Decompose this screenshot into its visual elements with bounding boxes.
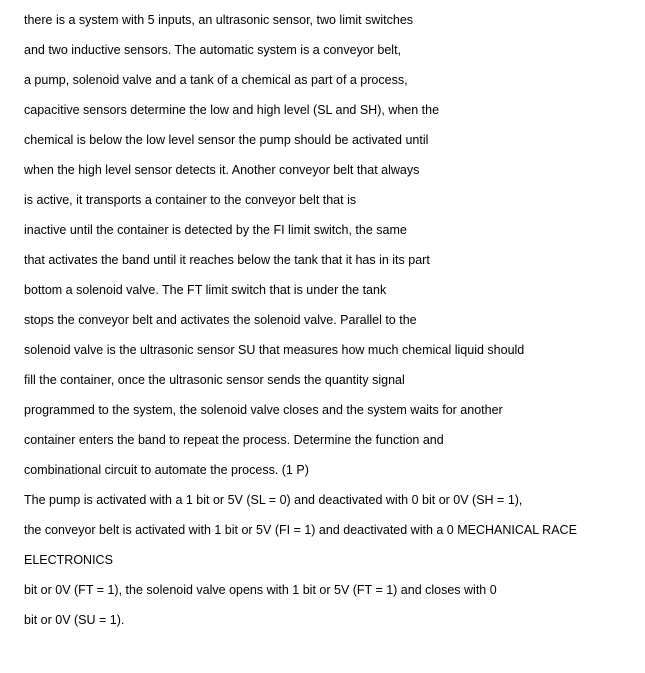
text-line: when the high level sensor detects it. Another conveyor belt that always <box>24 163 420 177</box>
text-line: The pump is activated with a 1 bit or 5V (SL = 0) and deactivated with 0 bit or 0V (SH = 1), <box>24 493 523 507</box>
text-line: bit or 0V (SU = 1). <box>24 613 125 627</box>
text-line: there is a system with 5 inputs, an ultrasonic sensor, two limit switches <box>24 13 414 27</box>
text-line: inactive until the container is detected by the FI limit switch, the same <box>24 223 407 237</box>
text-line: is active, it transports a container to the conveyor belt that is <box>24 193 357 207</box>
text-line: solenoid valve is the ultrasonic sensor SU that measures how much chemical liquid should <box>24 343 525 357</box>
text-line: a pump, solenoid valve and a tank of a chemical as part of a process, <box>24 73 408 87</box>
text-line: stops the conveyor belt and activates the solenoid valve. Parallel to the <box>24 313 417 327</box>
text-line: capacitive sensors determine the low and high level (SL and SH), when the <box>24 103 440 117</box>
text-line: ELECTRONICS <box>24 553 113 567</box>
text-line: combinational circuit to automate the process. (1 P) <box>24 463 309 477</box>
text-line: and two inductive sensors. The automatic system is a conveyor belt, <box>24 43 402 57</box>
text-line: that activates the band until it reaches below the tank that it has in its part <box>24 253 430 267</box>
text-line: programmed to the system, the solenoid valve closes and the system waits for another <box>24 403 503 417</box>
document-body <box>24 10 636 640</box>
text-line: fill the container, once the ultrasonic sensor sends the quantity signal <box>24 373 405 387</box>
text-line: bottom a solenoid valve. The FT limit switch that is under the tank <box>24 283 387 297</box>
text-line: chemical is below the low level sensor the pump should be activated until <box>24 133 429 147</box>
text-line: bit or 0V (FT = 1), the solenoid valve opens with 1 bit or 5V (FT = 1) and closes with 0 <box>24 583 497 597</box>
text-line: container enters the band to repeat the process. Determine the function and <box>24 433 444 447</box>
text-line: the conveyor belt is activated with 1 bit or 5V (FI = 1) and deactivated with a 0 MECHANICAL RACE <box>24 523 577 537</box>
